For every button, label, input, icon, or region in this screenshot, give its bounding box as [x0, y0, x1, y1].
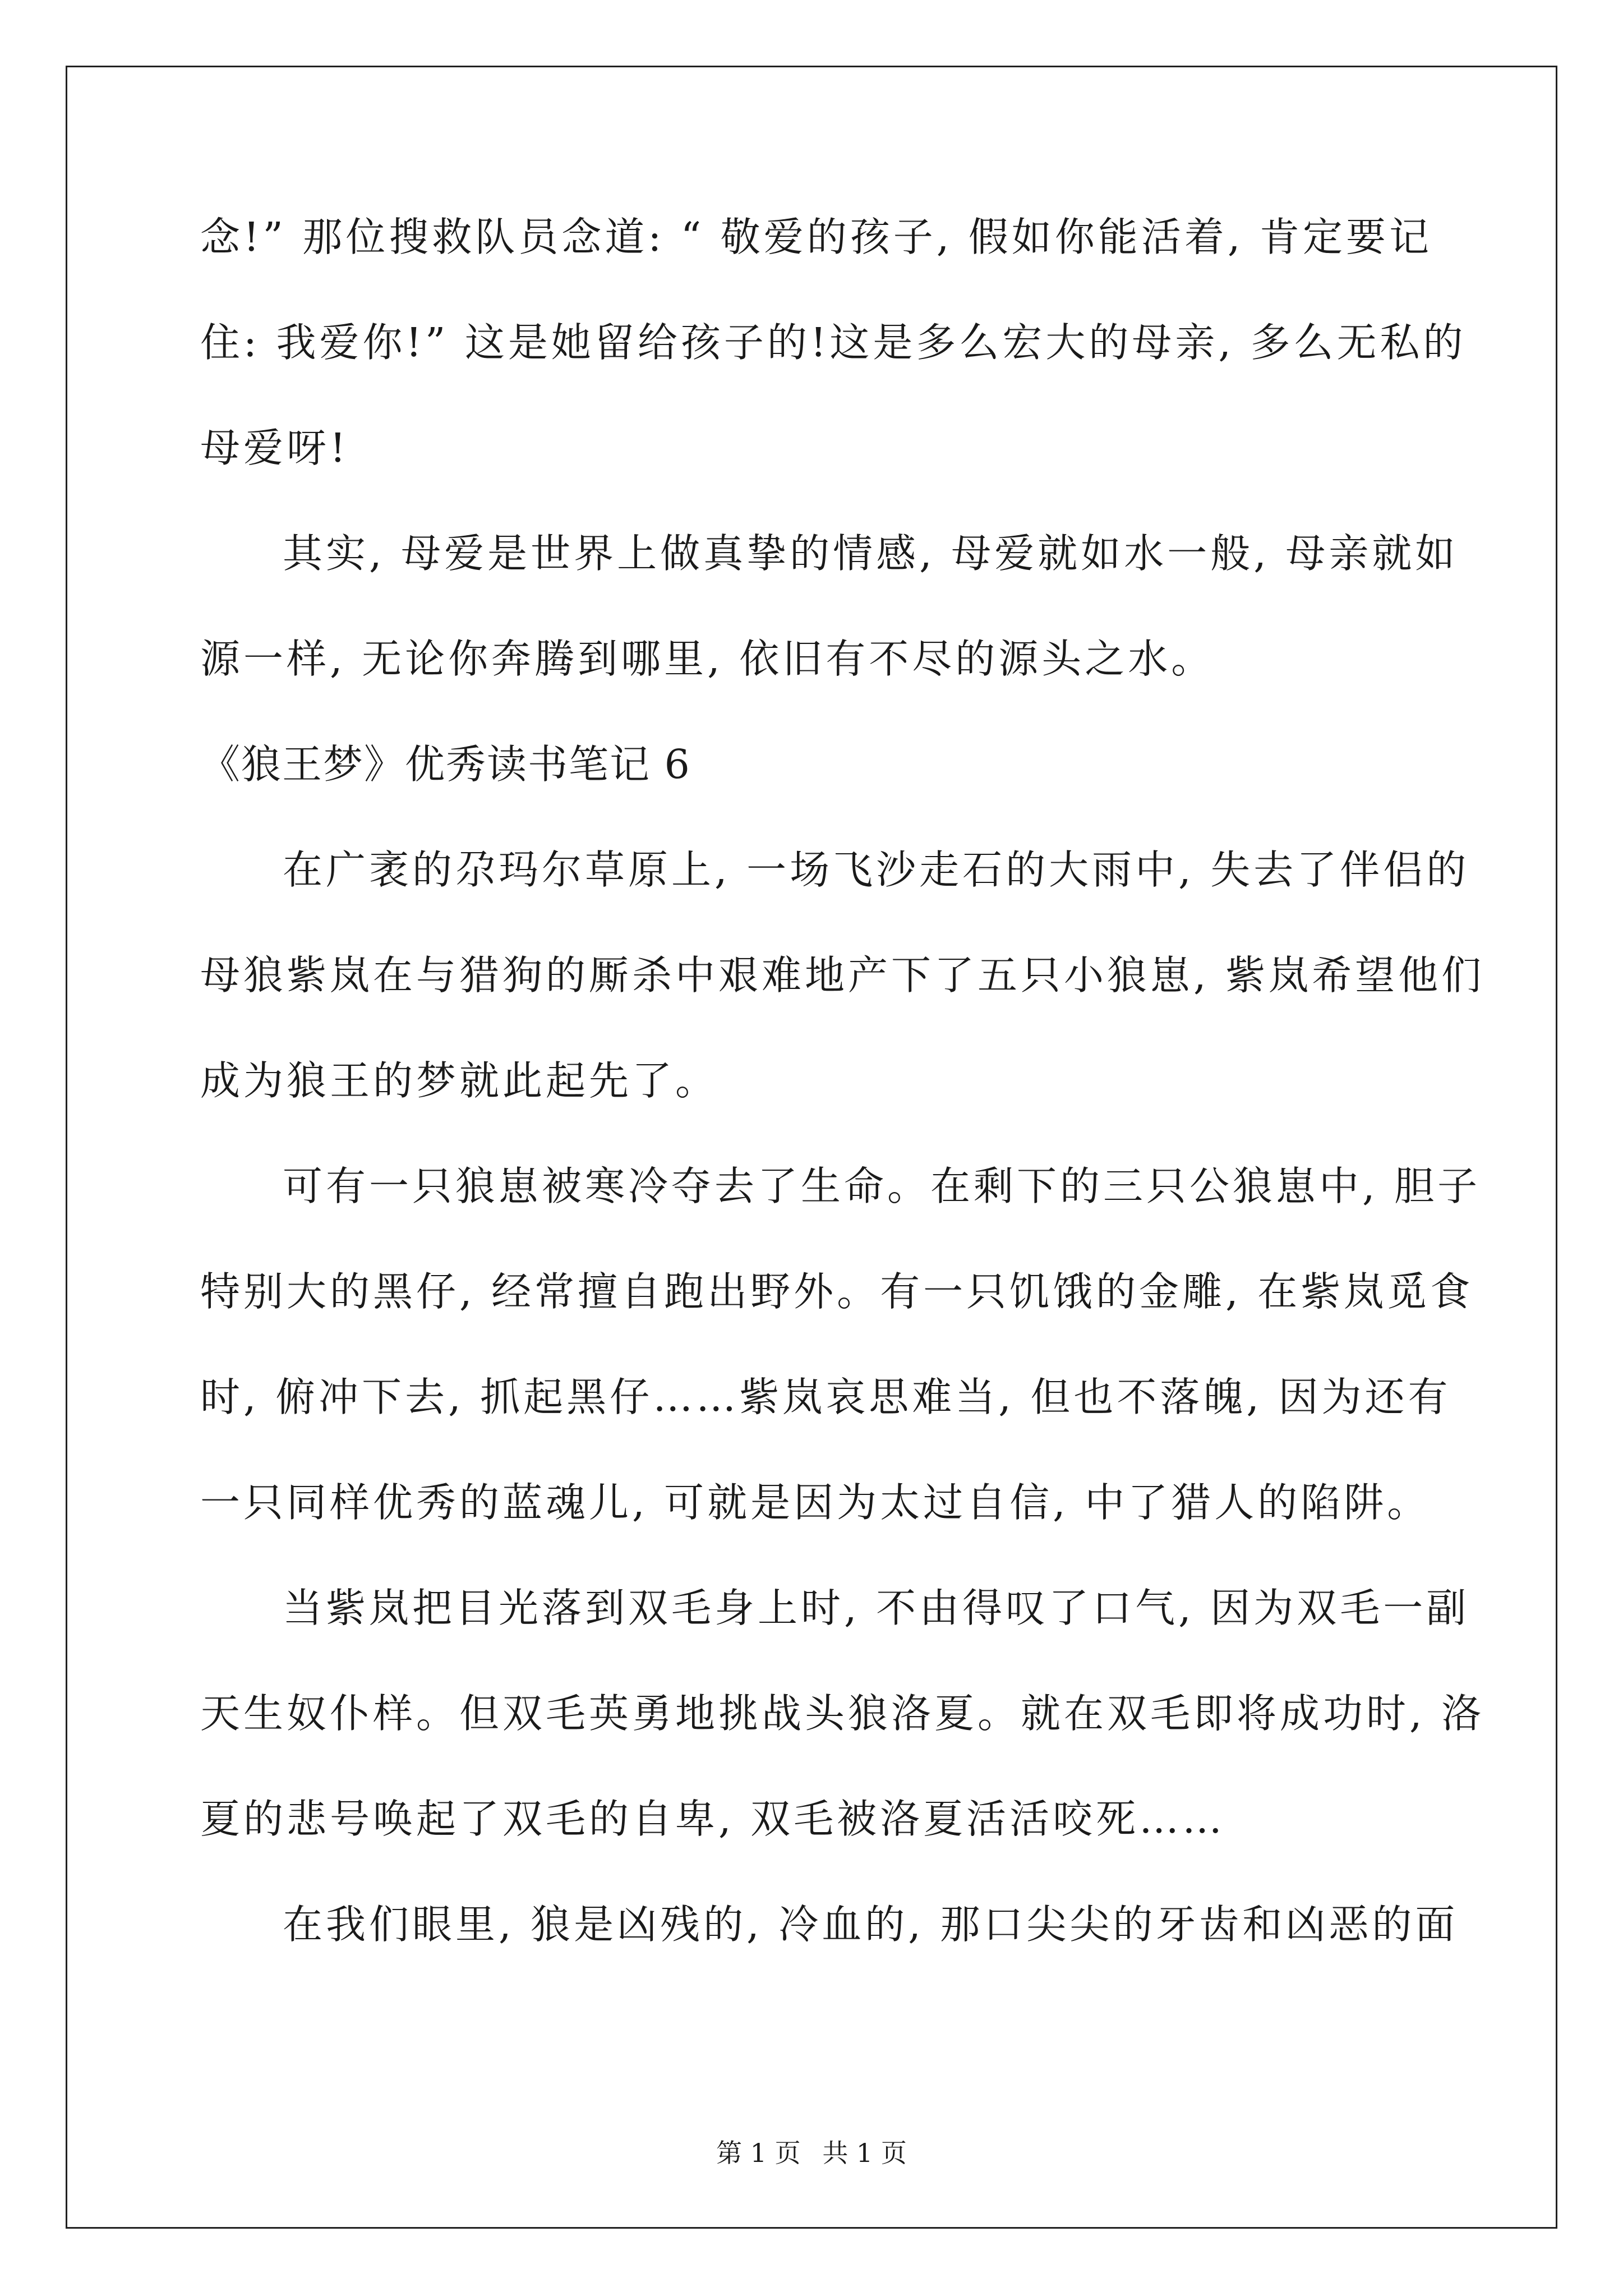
section-heading: 《狼王梦》优秀读书笔记 6	[200, 741, 691, 788]
text-line: 念!” 那位搜救队员念道: “ 敬爱的孩子, 假如你能活着, 肯定要记	[200, 214, 1433, 260]
text-line: 成为狼王的梦就此起先了。	[200, 1057, 719, 1104]
paragraph-start-line: 在广袤的尕玛尔草原上, 一场飞沙走石的大雨中, 失去了伴侣的	[283, 846, 1470, 893]
page-total: 共 1 页	[822, 2138, 907, 2168]
text-line: 夏的悲号唤起了双毛的自卑, 双毛被洛夏活活咬死……	[200, 1796, 1226, 1842]
text-line: 母爱呀!	[200, 425, 349, 471]
paragraph-start-line: 在我们眼里, 狼是凶残的, 冷血的, 那口尖尖的牙齿和凶恶的面	[283, 1901, 1459, 1948]
text-line: 一只同样优秀的蓝魂儿, 可就是因为太过自信, 中了猎人的陷阱。	[200, 1479, 1431, 1526]
text-line: 特别大的黑仔, 经常擅自跑出野外。有一只饥饿的金雕, 在紫岚觅食	[200, 1268, 1474, 1315]
paragraph-start-line: 可有一只狼崽被寒冷夺去了生命。在剩下的三只公狼崽中, 胆子	[283, 1163, 1481, 1209]
document-body	[200, 210, 1485, 2003]
text-line: 源一样, 无论你奔腾到哪里, 依旧有不尽的源头之水。	[200, 636, 1215, 682]
text-line: 时, 俯冲下去, 抓起黑仔……紫岚哀思难当, 但也不落魄, 因为还有	[200, 1374, 1451, 1420]
text-line: 天生奴仆样。但双毛英勇地挑战头狼洛夏。就在双毛即将成功时, 洛	[200, 1690, 1485, 1737]
page-footer	[0, 2136, 1623, 2170]
text-line: 母狼紫岚在与猎狗的厮杀中艰难地产下了五只小狼崽, 紫岚希望他们	[200, 952, 1485, 999]
paragraph-start-line: 其实, 母爱是世界上做真挚的情感, 母爱就如水一般, 母亲就如	[283, 530, 1459, 577]
page-number: 第 1 页	[716, 2138, 801, 2168]
paragraph-start-line: 当紫岚把目光落到双毛身上时, 不由得叹了口气, 因为双毛一副	[283, 1585, 1470, 1631]
text-line: 住: 我爱你!” 这是她留给孩子的!这是多么宏大的母亲, 多么无私的	[200, 319, 1467, 366]
